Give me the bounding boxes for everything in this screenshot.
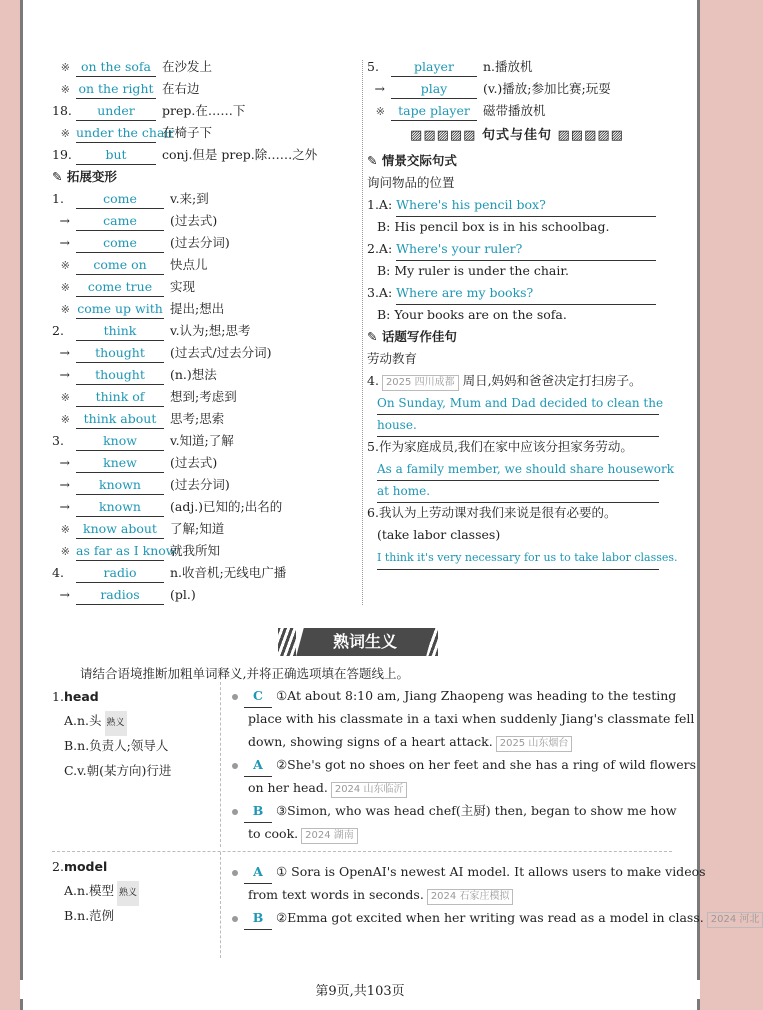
writing-answer: As a family member, we should share housework bbox=[377, 458, 659, 481]
writing-answer-row bbox=[367, 414, 667, 436]
vocab-option bbox=[52, 758, 212, 783]
vocab-block bbox=[52, 682, 697, 847]
topic-label: 询问物品的位置 bbox=[367, 175, 455, 190]
item-number: 1. bbox=[52, 191, 64, 206]
writing-prompt bbox=[367, 502, 667, 524]
definition: conj.但是 prep.除……之外 bbox=[162, 147, 318, 162]
title-stripes-right bbox=[420, 628, 438, 656]
definition: v.知道;了解 bbox=[170, 433, 234, 448]
star-marker: ※ bbox=[60, 61, 70, 74]
answer-blank: think about bbox=[76, 410, 164, 429]
definition: v.认为;想;思考 bbox=[170, 323, 251, 338]
answer-blank: come true bbox=[76, 278, 164, 297]
star-marker: ※ bbox=[60, 413, 70, 426]
star-marker: ※ bbox=[60, 545, 70, 558]
qa-number: 1.A: bbox=[367, 197, 393, 212]
vocab-word-col bbox=[52, 686, 212, 783]
word-row bbox=[52, 540, 357, 562]
arrow-marker: → bbox=[59, 499, 70, 514]
word-row bbox=[52, 562, 357, 584]
answer-blank: radios bbox=[76, 586, 164, 605]
answer-blank: as far as I know bbox=[76, 542, 164, 561]
section-title-sentences: ▨▨▨▨▨ 句式与佳句 ▨▨▨▨▨ bbox=[410, 128, 624, 143]
pencil-icon: ✎ bbox=[52, 169, 67, 184]
sentence-line bbox=[232, 799, 677, 822]
source-tag: 2025 四川成都 bbox=[382, 375, 459, 391]
word-row bbox=[52, 408, 357, 430]
bullet bbox=[232, 809, 238, 815]
definition: (n.)想法 bbox=[170, 367, 217, 382]
star-marker: ※ bbox=[60, 391, 70, 404]
answer-blank: knew bbox=[76, 454, 164, 473]
answer-blank: know about bbox=[76, 520, 164, 539]
source-tag: 2024 湖南 bbox=[301, 828, 358, 844]
vocab-option bbox=[52, 878, 212, 903]
option-text: C.v.朝(某方向)行进 bbox=[64, 763, 172, 778]
item-number: 18. bbox=[52, 103, 72, 118]
writing-number: 4. bbox=[367, 373, 379, 388]
item-number: 19. bbox=[52, 147, 72, 162]
definition: 在右边 bbox=[162, 81, 200, 96]
word-row bbox=[52, 122, 357, 144]
vocab-number: 2. bbox=[52, 859, 64, 874]
definition: (过去式) bbox=[170, 213, 218, 228]
answer-blank: but bbox=[76, 146, 156, 165]
sentence-line bbox=[232, 822, 672, 845]
vocab-word-text: model bbox=[63, 859, 108, 874]
bullet bbox=[232, 763, 238, 769]
sentence-text: ① Sora is OpenAI's newest AI model. It allows users to make videos bbox=[272, 864, 706, 879]
definition: (pl.) bbox=[170, 587, 196, 602]
pencil-icon: ✎ bbox=[367, 329, 382, 344]
answer-blank: come up with bbox=[76, 300, 164, 319]
word-row bbox=[52, 100, 357, 122]
definition: 思考;思索 bbox=[170, 411, 225, 426]
sentence-answer: A bbox=[244, 753, 272, 777]
writing-answer-row bbox=[367, 546, 678, 568]
answer-blank: come bbox=[76, 190, 164, 209]
word-row bbox=[52, 144, 357, 166]
sentence-text: ②She's got no shoes on her feet and she has a ring of wild flowers bbox=[272, 757, 697, 772]
sentence-line bbox=[232, 776, 672, 799]
word-row bbox=[52, 584, 357, 606]
writing-answer: house. bbox=[377, 414, 659, 437]
answer-blank: under the chair bbox=[76, 124, 156, 143]
star-marker: ※ bbox=[375, 105, 385, 118]
vocab-word bbox=[52, 856, 212, 878]
word-row bbox=[52, 430, 357, 452]
word-row bbox=[367, 100, 667, 122]
answer-blank: radio bbox=[76, 564, 164, 583]
word-row bbox=[52, 254, 357, 276]
answer-blank: player bbox=[391, 58, 477, 77]
writing-answer: at home. bbox=[377, 480, 659, 503]
answer-blank: came bbox=[76, 212, 164, 231]
answer-blank: on the sofa bbox=[76, 58, 156, 77]
definition: 在沙发上 bbox=[162, 59, 213, 74]
sentence-line bbox=[232, 753, 697, 776]
reply-row: B: His pencil box is in his schoolbag. bbox=[377, 219, 610, 234]
pencil-icon: ✎ bbox=[367, 153, 382, 168]
sentence-answer: B bbox=[244, 799, 272, 823]
writing-chinese: 周日,妈妈和爸爸决定打扫房子。 bbox=[462, 373, 642, 388]
source-tag: 2024 山东临沂 bbox=[331, 782, 408, 798]
writing-answer: On Sunday, Mum and Dad decided to clean the bbox=[377, 392, 659, 415]
topic-label: 劳动教育 bbox=[367, 351, 418, 366]
definition: 提出;想出 bbox=[170, 301, 225, 316]
reply-row: B: My ruler is under the chair. bbox=[377, 263, 569, 278]
definition: n.播放机 bbox=[483, 59, 533, 74]
definition: 想到;考虑到 bbox=[170, 389, 237, 404]
vocab-separator bbox=[220, 682, 221, 847]
vocab-option bbox=[52, 903, 212, 928]
title-stripes-left bbox=[278, 628, 296, 656]
sentence-text: ③Simon, who was head chef(主厨) then, began to show me how bbox=[272, 803, 677, 818]
extension-heading-text: 拓展变形 bbox=[66, 169, 117, 184]
sub-heading-writing bbox=[367, 326, 667, 348]
sentence-text: place with his classmate in a taxi when suddenly Jiang's classmate fell bbox=[248, 711, 695, 726]
answer-blank: think bbox=[76, 322, 164, 341]
word-row bbox=[52, 496, 357, 518]
word-row bbox=[52, 386, 357, 408]
sub-heading-dialog bbox=[367, 150, 667, 172]
definition: (过去分词) bbox=[170, 235, 230, 250]
definition: 在椅子下 bbox=[162, 125, 213, 140]
star-marker: ※ bbox=[60, 83, 70, 96]
right-column bbox=[367, 56, 678, 568]
qa-number: 3.A: bbox=[367, 285, 393, 300]
writing-answer-row bbox=[367, 392, 667, 414]
writing-number: 5. bbox=[367, 439, 379, 454]
answer-blank: known bbox=[76, 476, 164, 495]
option-text: B.n.负责人;领导人 bbox=[64, 738, 169, 753]
writing-prompt bbox=[367, 370, 667, 392]
writing-answer-row bbox=[367, 458, 675, 480]
word-row bbox=[52, 210, 357, 232]
bullet bbox=[232, 694, 238, 700]
word-row bbox=[367, 78, 667, 100]
writing-chinese: 作为家庭成员,我们在家中应该分担家务劳动。 bbox=[378, 439, 633, 454]
word-row bbox=[52, 298, 357, 320]
star-marker: ※ bbox=[60, 523, 70, 536]
item-number: 2. bbox=[52, 323, 64, 338]
vocab-word bbox=[52, 686, 212, 708]
item-number: 3. bbox=[52, 433, 64, 448]
writing-answer-row bbox=[367, 480, 667, 502]
sentence-line bbox=[232, 883, 672, 906]
writing-prompt bbox=[367, 436, 667, 458]
question-row bbox=[367, 282, 667, 304]
option-text: A.n.模型 bbox=[64, 883, 115, 898]
answer-blank: on the right bbox=[76, 80, 156, 99]
vocab-option bbox=[52, 708, 212, 733]
definition: (过去分词) bbox=[170, 477, 230, 492]
section-title-vocab: 熟词生义 bbox=[296, 628, 434, 656]
sentence-answer: B bbox=[244, 906, 272, 930]
word-row bbox=[52, 320, 357, 342]
word-row bbox=[52, 276, 357, 298]
sub-heading-text: 情景交际句式 bbox=[381, 153, 457, 168]
source-tag: 2025 山东烟台 bbox=[496, 736, 573, 752]
source-tag: 2024 河北 bbox=[707, 912, 763, 928]
answer-blank: come bbox=[76, 234, 164, 253]
word-row bbox=[52, 364, 357, 386]
answer-blank: know bbox=[76, 432, 164, 451]
sentence-line bbox=[232, 906, 760, 929]
star-marker: ※ bbox=[60, 127, 70, 140]
page-footer: 第9页,共103页 bbox=[20, 980, 700, 999]
sentence-line bbox=[232, 707, 695, 730]
sentence-text: on her head. bbox=[248, 780, 328, 795]
word-row bbox=[367, 56, 667, 78]
arrow-marker: → bbox=[59, 213, 70, 228]
vocab-word-col bbox=[52, 856, 212, 928]
vocab-area bbox=[52, 682, 760, 958]
reply-row: B: Your books are on the sofa. bbox=[377, 307, 567, 322]
definition: 就我所知 bbox=[170, 543, 221, 558]
arrow-marker: → bbox=[59, 455, 70, 470]
sentence-line bbox=[232, 860, 706, 883]
sentence-line bbox=[232, 730, 672, 753]
extension-heading bbox=[52, 166, 357, 188]
vocab-separator bbox=[220, 852, 221, 958]
sentence-text: from text words in seconds. bbox=[248, 887, 424, 902]
writing-chinese: 我认为上劳动课对我们来说是很有必要的。 bbox=[378, 505, 617, 520]
question-answer: Where's his pencil box? bbox=[396, 194, 656, 217]
writing-answer: I think it's very necessary for us to take labor classes. bbox=[377, 547, 659, 570]
definition: 快点儿 bbox=[170, 257, 208, 272]
sentence-text: to cook. bbox=[248, 826, 299, 841]
item-number: 5. bbox=[367, 59, 379, 74]
familiar-tag: 熟义 bbox=[105, 711, 127, 736]
bullet bbox=[232, 916, 238, 922]
star-marker: ※ bbox=[60, 303, 70, 316]
question-row bbox=[367, 194, 667, 216]
arrow-marker: → bbox=[59, 367, 70, 382]
sub-heading-text: 话题写作佳句 bbox=[381, 329, 457, 344]
word-row bbox=[52, 56, 357, 78]
word-row bbox=[52, 342, 357, 364]
question-answer: Where are my books? bbox=[396, 282, 656, 305]
familiar-tag: 熟义 bbox=[117, 881, 139, 906]
word-row bbox=[52, 232, 357, 254]
source-tag: 2024 石家庄模拟 bbox=[427, 889, 514, 905]
word-row bbox=[52, 78, 357, 100]
definition: (adj.)已知的;出名的 bbox=[170, 499, 283, 514]
option-text: B.n.范例 bbox=[64, 908, 115, 923]
column-divider bbox=[362, 60, 363, 605]
word-row bbox=[52, 518, 357, 540]
vocab-sentences bbox=[232, 682, 697, 845]
sentence-answer: A bbox=[244, 860, 272, 884]
star-marker: ※ bbox=[60, 259, 70, 272]
left-column bbox=[52, 56, 357, 606]
item-number: 4. bbox=[52, 565, 64, 580]
qa-number: 2.A: bbox=[367, 241, 393, 256]
word-row bbox=[52, 474, 357, 496]
sentence-text: ①At about 8:10 am, Jiang Zhaopeng was heading to the testing bbox=[272, 688, 677, 703]
bullet bbox=[232, 870, 238, 876]
arrow-marker: → bbox=[59, 587, 70, 602]
writing-hint: (take labor classes) bbox=[377, 527, 501, 542]
arrow-marker: → bbox=[59, 345, 70, 360]
definition: 实现 bbox=[170, 279, 196, 294]
answer-blank: under bbox=[76, 102, 156, 121]
definition: (过去式) bbox=[170, 455, 218, 470]
question-answer: Where's your ruler? bbox=[396, 238, 656, 261]
definition: (过去式/过去分词) bbox=[170, 345, 272, 360]
answer-blank: thought bbox=[76, 366, 164, 385]
sentence-answer: C bbox=[244, 684, 272, 708]
vocab-sentences bbox=[232, 858, 760, 929]
answer-blank: tape player bbox=[391, 102, 477, 121]
question-row bbox=[367, 238, 667, 260]
definition: prep.在……下 bbox=[162, 103, 246, 118]
vocab-block bbox=[52, 851, 760, 958]
answer-blank: known bbox=[76, 498, 164, 517]
definition: 了解;知道 bbox=[170, 521, 225, 536]
vocab-word-text: head bbox=[63, 689, 99, 704]
arrow-marker: → bbox=[59, 477, 70, 492]
word-row bbox=[52, 188, 357, 210]
word-row bbox=[52, 452, 357, 474]
sentence-text: down, showing signs of a heart attack. bbox=[248, 734, 493, 749]
vocab-instruction: 请结合语境推断加粗单词释义,并将正确选项填在答题线上。 bbox=[80, 666, 409, 681]
definition: v.来;到 bbox=[170, 191, 209, 206]
arrow-marker: → bbox=[374, 81, 385, 96]
sentence-line bbox=[232, 684, 677, 707]
definition: (v.)播放;参加比赛;玩耍 bbox=[483, 81, 611, 96]
arrow-marker: → bbox=[59, 235, 70, 250]
vocab-option bbox=[52, 733, 212, 758]
option-text: A.n.头 bbox=[64, 713, 102, 728]
answer-blank: play bbox=[391, 80, 477, 99]
answer-blank: thought bbox=[76, 344, 164, 363]
writing-number: 6. bbox=[367, 505, 379, 520]
star-marker: ※ bbox=[60, 281, 70, 294]
definition: 磁带播放机 bbox=[483, 103, 546, 118]
answer-blank: come on bbox=[76, 256, 164, 275]
answer-blank: think of bbox=[76, 388, 164, 407]
definition: n.收音机;无线电广播 bbox=[170, 565, 287, 580]
vocab-number: 1. bbox=[52, 689, 64, 704]
sentence-text: ②Emma got excited when her writing was read as a model in class. bbox=[272, 910, 704, 925]
